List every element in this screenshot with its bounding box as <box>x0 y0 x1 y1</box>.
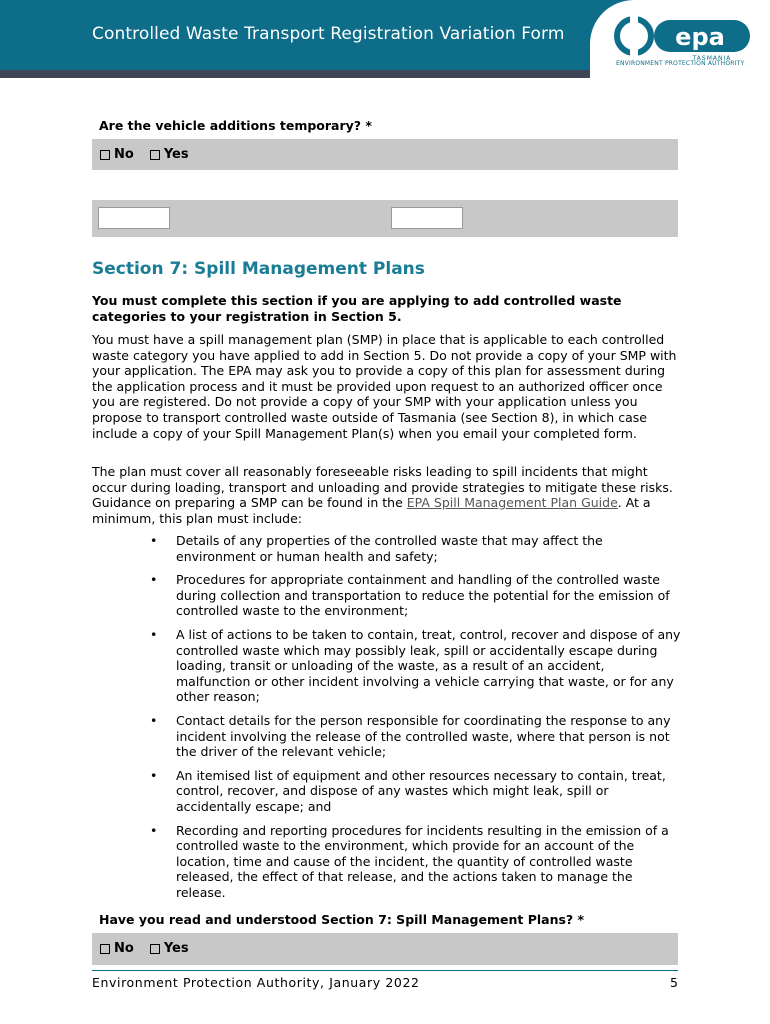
checkbox-icon <box>150 150 160 160</box>
logo-text: epa <box>675 23 725 51</box>
plan-paragraph-end: . At a minimum, this plan must include: <box>92 495 651 526</box>
checkbox-yes[interactable] <box>150 941 189 956</box>
bullet-icon: • <box>150 767 158 783</box>
checkbox-no[interactable] <box>100 941 134 956</box>
bullet-icon: • <box>150 822 158 838</box>
checkbox-no-label: No <box>114 941 134 956</box>
epa-guide-link[interactable]: EPA Spill Management Plan Guide <box>406 495 618 511</box>
page-number: 5 <box>670 975 678 990</box>
plan-paragraph-text: The plan must cover all reasonably foreseeable risks leading to spill incidents that might occur during loading, transport and unloading and provide strategies to mitigate these risks. Guidance on preparing a SMP can be found in the <box>92 464 673 511</box>
list-item <box>148 533 682 564</box>
list-item-text: An itemised list of equipment and other resources necessary to contain, treat, control, recover, and dispose of any wastes which might leak, spill or accidentally escape; and <box>176 767 666 814</box>
list-item <box>148 572 682 619</box>
checkbox-no[interactable] <box>100 147 134 162</box>
logo-state: TASMANIA <box>692 55 732 62</box>
footer-divider <box>92 970 678 971</box>
plan-requirements-list <box>148 533 682 908</box>
q-read-section7-label: Have you read and understood Section 7: Spill Management Plans? * <box>99 912 585 927</box>
checkbox-icon <box>100 944 110 954</box>
date-from-input[interactable] <box>98 207 170 229</box>
footer-text: Environment Protection Authority, January 2022 <box>92 975 420 990</box>
list-item <box>148 768 682 815</box>
date-to-input[interactable] <box>391 207 463 229</box>
list-item-text: Procedures for appropriate containment and handling of the controlled waste during collection and transportation to reduce the potential for the emission of controlled waste to the environment; <box>176 572 670 619</box>
bullet-icon: • <box>150 712 158 728</box>
date-fields-row <box>92 200 678 237</box>
section-title: Section 7: Spill Management Plans <box>92 259 425 279</box>
checkbox-yes-label: Yes <box>163 941 189 956</box>
list-item <box>148 627 682 705</box>
checkbox-no-label: No <box>114 147 134 162</box>
section-lead: You must complete this section if you are applying to add controlled waste categories to your registration in Section 5. <box>92 293 622 324</box>
checkbox-yes-label: Yes <box>163 147 189 162</box>
q-vehicle-additions-options <box>100 147 189 162</box>
list-item-text: A list of actions to be taken to contain, treat, control, recover and dispose of any controlled waste which may possibly leak, spill or accidentally escape during loading, transit or unloading of the waste, as a result of an accident, malfunction or other incident involving a vehicle carrying that waste, or for any other reason; <box>176 626 681 705</box>
list-item <box>148 823 682 901</box>
checkbox-icon <box>100 150 110 160</box>
bullet-icon: • <box>150 533 158 548</box>
list-item-text: Contact details for the person responsible for coordinating the response to any incident involving the release of the controlled waste, where that person is not the driver of the relevant vehicle; <box>176 712 671 760</box>
checkbox-yes[interactable] <box>150 147 189 162</box>
bullet-icon: • <box>150 572 158 588</box>
plan-paragraph <box>92 464 682 526</box>
bullet-icon: • <box>150 626 158 642</box>
list-item <box>148 713 682 760</box>
q-read-section7-options <box>100 941 189 956</box>
form-title: Controlled Waste Transport Registration Variation Form <box>92 24 565 44</box>
smp-paragraph: You must have a spill management plan (SMP) in place that is applicable to each controlled waste category you have applied to add in Section 5. Do not provide a copy of your SMP with your application. The EPA may ask you to provide a copy of this plan for assessment during the application process and it must be provided upon request to an authorized officer once you are registered. Do not provide a copy of your SMP with your application unless you propose to transport controlled waste outside of Tasmania (see Section 8), in which case include a copy of your Spill Management Plan(s) when you email your completed form. <box>92 332 677 441</box>
logo-subtitle: ENVIRONMENT PROTECTION AUTHORITY <box>616 60 745 67</box>
list-item-text: Recording and reporting procedures for incidents resulting in the emission of a controlled waste to the environment, which provide for an account of the location, time and cause of the incident, the quantity of controlled waste released, the effect of that release, and the actions taken to manage the release. <box>176 822 669 900</box>
list-item-text: Details of any properties of the controlled waste that may affect the environment or human health and safety; <box>176 533 603 564</box>
checkbox-icon <box>150 944 160 954</box>
q-vehicle-additions-label: Are the vehicle additions temporary? * <box>99 118 372 133</box>
